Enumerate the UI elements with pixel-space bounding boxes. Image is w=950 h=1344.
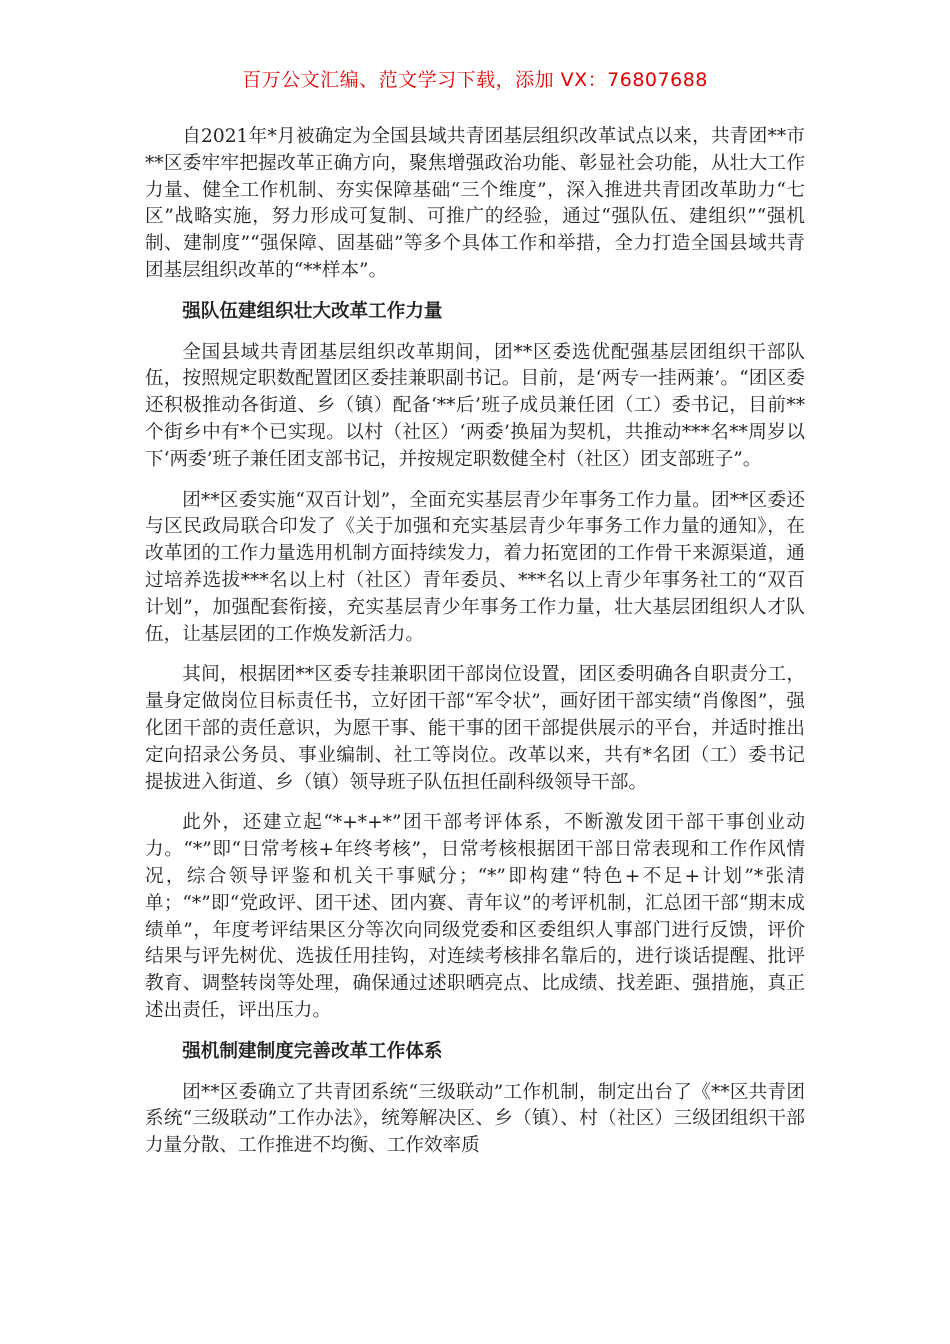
paragraph-post-responsibility: 其间，根据团**区委专挂兼职团干部岗位设置，团区委明确各自职责分工，量身定做岗位目标责任书，立好团干部“军令状”，画好团干部实绩“肖像图”，强化团干部的责任意识，为愿干事、能干事的团干部提供展示的平台，并适时推出定向招录公务员、事业编制、社工等岗位。改革以来，共有*名团（工）委书记提拔进入街道、乡（镇）领导班子队伍担任副科级领导干部。	[145, 664, 805, 793]
paragraph-team-cadres: 全国县域共青团基层组织改革期间，团**区委选优配强基层团组织干部队伍，按照规定职数配置团区委挂兼职副书记。目前，是‘两专一挂两兼’。“团区委还积极推动各街道、乡（镇）配备‘**后’班子成员兼任团（工）委书记，目前**个街乡中有*个已实现。以村（社区）‘两委’换届为契机，共推动***名**周岁以下‘两委’班子兼任团支部书记，并按规定职数健全村（社区）团支部班子”。	[145, 341, 805, 470]
document-body	[145, 124, 805, 1174]
paragraph-intro: 自2021年*月被确定为全国县域共青团基层组织改革试点以来，共青团**市**区委牢牢把握改革正确方向，聚焦增强政治功能、彰显社会功能，从壮大工作力量、健全工作机制、夯实保障基础“三个维度”，深入推进共青团改革助力“七区”战略实施，努力形成可复制、可推广的经验，通过“强队伍、建组织”“强机制、建制度”“强保障、固基础”等多个具体工作和举措，全力打造全国县域共青团基层组织改革的“**样本”。	[145, 126, 805, 281]
section-heading-1: 强队伍建组织壮大改革工作力量	[182, 300, 443, 322]
header-banner: 百万公文汇编、范文学习下载，添加 VX：76807688	[242, 69, 708, 91]
paragraph-evaluation-system: 此外，还建立起“*+*+*”团干部考评体系，不断激发团干部干事创业动力。“*”即“日常考核+年终考核”，日常考核根据团干部日常表现和工作作风情况，综合领导评鉴和机关干事赋分；“*”即构建“特色+不足+计划”*张清单；“*”即“党政评、团干述、团内赛、青年议”的考评机制，汇总团干部“期末成绩单”，年度考评结果区分等次向同级党委和区委组织人事部门进行反馈，评价结果与评先树优、选拔任用挂钩，对连续考核排名靠后的，进行谈话提醒、批评教育、调整转岗等处理，确保通过述职晒亮点、比成绩、找差距、强措施，真正述出责任，评出压力。	[145, 812, 805, 1021]
paragraph-double-hundred-plan: 团**区委实施“双百计划”，全面充实基层青少年事务工作力量。团**区委还与区民政局联合印发了《关于加强和充实基层青少年事务工作力量的通知》，在改革团的工作力量选用机制方面持续发力，着力拓宽团的工作骨干来源渠道，通过培养选拔***名以上村（社区）青年委员、***名以上青少年事务社工的“双百计划”，加强配套衔接，充实基层青少年事务工作力量，壮大基层团组织人才队伍，让基层团的工作焕发新活力。	[145, 489, 805, 645]
section-heading-2: 强机制建制度完善改革工作体系	[182, 1040, 443, 1062]
paragraph-three-level-linkage: 团**区委确立了共青团系统“三级联动”工作机制，制定出台了《**区共青团系统“三级联动”工作办法》，统筹解决区、乡（镇）、村（社区）三级团组织干部力量分散、工作推进不均衡、工作效率质	[145, 1081, 805, 1157]
